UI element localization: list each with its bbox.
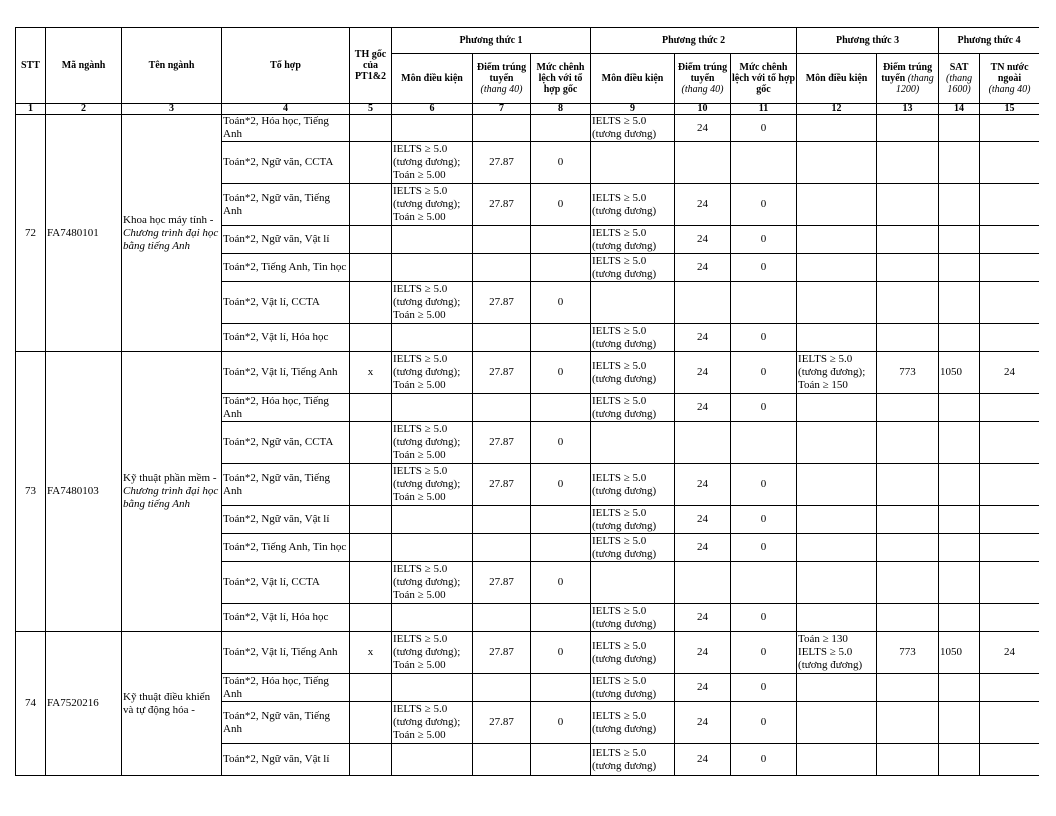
pt1-diff: 0 — [531, 282, 591, 324]
pt2-score: 24 — [675, 674, 731, 702]
pt2-diff — [731, 282, 797, 324]
column-number: 13 — [877, 104, 939, 115]
pt2-condition: IELTS ≥ 5.0 (tương đương) — [591, 744, 675, 776]
sat-score — [939, 226, 980, 254]
foreign-graduation-score — [980, 604, 1039, 632]
header-foreign-graduation — [980, 54, 1039, 104]
header-combination: Tổ hợp — [222, 28, 350, 104]
pt2-diff: 0 — [731, 254, 797, 282]
pt3-score — [877, 674, 939, 702]
pt2-score: 24 — [675, 702, 731, 744]
pt2-condition — [591, 562, 675, 604]
major-name — [122, 115, 222, 352]
pt2-diff: 0 — [731, 506, 797, 534]
header-pt2-score — [675, 54, 731, 104]
pt1-condition: IELTS ≥ 5.0 (tương đương); Toán ≥ 5.00 — [392, 562, 473, 604]
pt3-condition — [797, 562, 877, 604]
foreign-graduation-score — [980, 506, 1039, 534]
pt2-diff — [731, 142, 797, 184]
column-number: 15 — [980, 104, 1039, 115]
pt2-score: 24 — [675, 184, 731, 226]
pt2-diff: 0 — [731, 604, 797, 632]
header-pt2-score-label: Điểm trúng tuyển — [677, 62, 728, 84]
pt3-score — [877, 534, 939, 562]
pt3-score — [877, 142, 939, 184]
major-name-text: Kỹ thuật phần mềm - — [123, 472, 217, 484]
pt3-condition: IELTS ≥ 5.0 (tương đương); Toán ≥ 150 — [797, 352, 877, 394]
pt3-condition — [797, 506, 877, 534]
pt1-condition: IELTS ≥ 5.0 (tương đương); Toán ≥ 5.00 — [392, 632, 473, 674]
pt2-score: 24 — [675, 506, 731, 534]
foreign-graduation-score — [980, 142, 1039, 184]
foreign-graduation-score — [980, 534, 1039, 562]
pt1-score: 27.87 — [473, 422, 531, 464]
pt1-diff — [531, 394, 591, 422]
pt1-score: 27.87 — [473, 282, 531, 324]
pt1-diff — [531, 226, 591, 254]
pt2-condition: IELTS ≥ 5.0 (tương đương) — [591, 254, 675, 282]
foreign-graduation-score — [980, 324, 1039, 352]
foreign-graduation-score — [980, 464, 1039, 506]
pt1-condition — [392, 744, 473, 776]
pt3-score — [877, 464, 939, 506]
pt1-diff: 0 — [531, 184, 591, 226]
pt3-score: 773 — [877, 352, 939, 394]
sat-score — [939, 394, 980, 422]
combination: Toán*2, Ngữ văn, Vật lí — [222, 226, 350, 254]
pt2-score: 24 — [675, 632, 731, 674]
pt2-diff — [731, 422, 797, 464]
pt3-condition: Toán ≥ 130 IELTS ≥ 5.0 (tương đương) — [797, 632, 877, 674]
major-name — [122, 632, 222, 776]
header-sat — [939, 54, 980, 104]
column-number: 4 — [222, 104, 350, 115]
pt1-condition — [392, 115, 473, 142]
combination: Toán*2, Ngữ văn, CCTA — [222, 422, 350, 464]
major-name-text: Khoa học máy tính - — [123, 213, 214, 226]
header-method-4: Phương thức 4 — [939, 28, 1039, 54]
pt2-score: 24 — [675, 226, 731, 254]
pt3-condition — [797, 464, 877, 506]
major-name-text: Kỹ thuật điều khiển và tự động hóa - — [123, 690, 211, 716]
sat-score: 1050 — [939, 352, 980, 394]
pt1-condition: IELTS ≥ 5.0 (tương đương); Toán ≥ 5.00 — [392, 702, 473, 744]
foreign-graduation-score — [980, 254, 1039, 282]
pt1-condition: IELTS ≥ 5.0 (tương đương); Toán ≥ 5.00 — [392, 282, 473, 324]
original-combination-mark — [350, 324, 392, 352]
pt2-condition: IELTS ≥ 5.0 (tương đương) — [591, 534, 675, 562]
header-pt1-condition: Môn điều kiện — [392, 54, 473, 104]
sat-score — [939, 422, 980, 464]
table-body — [16, 115, 1040, 776]
foreign-graduation-score — [980, 282, 1039, 324]
table-row — [16, 115, 1040, 142]
pt1-diff: 0 — [531, 464, 591, 506]
header-pt2-scale: (thang 40) — [681, 84, 724, 95]
pt2-condition: IELTS ≥ 5.0 (tương đương) — [591, 394, 675, 422]
pt2-condition: IELTS ≥ 5.0 (tương đương) — [591, 702, 675, 744]
header-pt2-condition: Môn điều kiện — [591, 54, 675, 104]
row-stt: 73 — [16, 352, 46, 632]
pt3-score — [877, 184, 939, 226]
sat-score — [939, 324, 980, 352]
header-pt1-scale: (thang 40) — [480, 84, 523, 95]
header-pt3-condition: Môn điều kiện — [797, 54, 877, 104]
pt2-condition: IELTS ≥ 5.0 (tương đương) — [591, 464, 675, 506]
pt2-score: 24 — [675, 254, 731, 282]
pt3-condition — [797, 422, 877, 464]
foreign-graduation-score — [980, 115, 1039, 142]
pt2-score: 24 — [675, 324, 731, 352]
combination: Toán*2, Ngữ văn, Vật lí — [222, 744, 350, 776]
header-major-code: Mã ngành — [46, 28, 122, 104]
sat-score — [939, 674, 980, 702]
pt3-condition — [797, 254, 877, 282]
pt2-score — [675, 562, 731, 604]
pt1-diff: 0 — [531, 702, 591, 744]
pt3-condition — [797, 142, 877, 184]
pt1-diff — [531, 534, 591, 562]
header-pt3-scale: (thang 1200) — [895, 73, 934, 95]
pt3-score: 773 — [877, 632, 939, 674]
sat-score: 1050 — [939, 632, 980, 674]
column-number: 9 — [591, 104, 675, 115]
pt1-score: 27.87 — [473, 142, 531, 184]
pt1-diff: 0 — [531, 632, 591, 674]
pt3-score — [877, 254, 939, 282]
pt2-score: 24 — [675, 604, 731, 632]
pt2-diff: 0 — [731, 184, 797, 226]
pt1-score: 27.87 — [473, 632, 531, 674]
admission-table — [15, 27, 1039, 776]
sat-score — [939, 184, 980, 226]
sat-score — [939, 464, 980, 506]
column-number: 12 — [797, 104, 877, 115]
pt2-condition: IELTS ≥ 5.0 (tương đương) — [591, 632, 675, 674]
pt2-diff: 0 — [731, 464, 797, 506]
pt3-score — [877, 604, 939, 632]
original-combination-mark: x — [350, 352, 392, 394]
header-sat-label: SAT — [949, 62, 969, 73]
column-number: 11 — [731, 104, 797, 115]
column-number: 5 — [350, 104, 392, 115]
sat-score — [939, 562, 980, 604]
original-combination-mark — [350, 506, 392, 534]
pt3-condition — [797, 604, 877, 632]
pt3-condition — [797, 674, 877, 702]
sat-score — [939, 534, 980, 562]
column-number: 1 — [16, 104, 46, 115]
original-combination-mark — [350, 142, 392, 184]
major-code: FA7480103 — [46, 352, 122, 632]
pt1-diff — [531, 254, 591, 282]
foreign-graduation-score — [980, 674, 1039, 702]
combination: Toán*2, Ngữ văn, Tiếng Anh — [222, 464, 350, 506]
major-name — [122, 352, 222, 632]
pt3-score — [877, 702, 939, 744]
combination: Toán*2, Hóa học, Tiếng Anh — [222, 674, 350, 702]
header-pt1-diff: Mức chênh lệch với tổ hợp gốc — [531, 54, 591, 104]
pt1-condition: IELTS ≥ 5.0 (tương đương); Toán ≥ 5.00 — [392, 422, 473, 464]
header-foreign-scale: (thang 40) — [988, 84, 1031, 95]
pt1-condition — [392, 254, 473, 282]
pt3-condition — [797, 282, 877, 324]
column-number: 8 — [531, 104, 591, 115]
pt3-score — [877, 422, 939, 464]
pt2-diff: 0 — [731, 534, 797, 562]
sat-score — [939, 115, 980, 142]
combination: Toán*2, Vật lí, CCTA — [222, 562, 350, 604]
pt1-score — [473, 506, 531, 534]
pt3-score — [877, 394, 939, 422]
foreign-graduation-score — [980, 422, 1039, 464]
header-method-3: Phương thức 3 — [797, 28, 939, 54]
header-pt2-diff: Mức chênh lệch với tổ hợp gốc — [731, 54, 797, 104]
pt2-score — [675, 282, 731, 324]
pt3-score — [877, 226, 939, 254]
pt1-score — [473, 744, 531, 776]
pt1-diff — [531, 324, 591, 352]
header-pt3-score-label: Điểm trúng tuyển — [881, 62, 933, 84]
pt3-score — [877, 282, 939, 324]
pt2-diff: 0 — [731, 744, 797, 776]
pt2-condition: IELTS ≥ 5.0 (tương đương) — [591, 352, 675, 394]
pt1-diff: 0 — [531, 352, 591, 394]
pt2-score: 24 — [675, 464, 731, 506]
combination: Toán*2, Ngữ văn, CCTA — [222, 142, 350, 184]
original-combination-mark — [350, 464, 392, 506]
original-combination-mark: x — [350, 632, 392, 674]
original-combination-mark — [350, 282, 392, 324]
pt3-score — [877, 324, 939, 352]
pt1-score — [473, 115, 531, 142]
pt3-score — [877, 562, 939, 604]
foreign-graduation-score — [980, 394, 1039, 422]
column-number: 6 — [392, 104, 473, 115]
combination: Toán*2, Ngữ văn, Tiếng Anh — [222, 184, 350, 226]
pt1-score — [473, 394, 531, 422]
pt1-diff — [531, 744, 591, 776]
pt1-score — [473, 604, 531, 632]
pt1-diff — [531, 115, 591, 142]
pt1-diff — [531, 506, 591, 534]
pt2-condition: IELTS ≥ 5.0 (tương đương) — [591, 674, 675, 702]
pt2-condition — [591, 142, 675, 184]
combination: Toán*2, Hóa học, Tiếng Anh — [222, 115, 350, 142]
combination: Toán*2, Tiếng Anh, Tin học — [222, 534, 350, 562]
foreign-graduation-score — [980, 562, 1039, 604]
row-stt: 74 — [16, 632, 46, 776]
sat-score — [939, 506, 980, 534]
column-number-row — [16, 104, 1040, 115]
pt3-condition — [797, 744, 877, 776]
pt2-diff: 0 — [731, 632, 797, 674]
pt1-condition — [392, 674, 473, 702]
header-method-2: Phương thức 2 — [591, 28, 797, 54]
combination: Toán*2, Ngữ văn, Vật lí — [222, 506, 350, 534]
pt1-condition — [392, 506, 473, 534]
pt1-score — [473, 226, 531, 254]
row-stt: 72 — [16, 115, 46, 352]
pt1-condition — [392, 534, 473, 562]
pt2-score: 24 — [675, 352, 731, 394]
header-original-combination: TH gốc của PT1&2 — [350, 28, 392, 104]
pt3-condition — [797, 184, 877, 226]
header-pt3-score — [877, 54, 939, 104]
combination: Toán*2, Vật lí, CCTA — [222, 282, 350, 324]
pt3-condition — [797, 394, 877, 422]
table-row — [16, 632, 1040, 674]
pt2-score — [675, 142, 731, 184]
pt3-condition — [797, 324, 877, 352]
column-number: 14 — [939, 104, 980, 115]
header-method-1: Phương thức 1 — [392, 28, 591, 54]
pt2-condition: IELTS ≥ 5.0 (tương đương) — [591, 226, 675, 254]
pt2-diff: 0 — [731, 115, 797, 142]
pt2-diff: 0 — [731, 702, 797, 744]
combination: Toán*2, Vật lí, Hóa học — [222, 324, 350, 352]
pt2-condition: IELTS ≥ 5.0 (tương đương) — [591, 184, 675, 226]
combination: Toán*2, Vật lí, Tiếng Anh — [222, 632, 350, 674]
major-program: Chương trình đại học bằng tiếng Anh — [123, 485, 219, 510]
major-code: FA7520216 — [46, 632, 122, 776]
pt1-diff: 0 — [531, 142, 591, 184]
pt3-condition — [797, 226, 877, 254]
pt1-score: 27.87 — [473, 184, 531, 226]
original-combination-mark — [350, 184, 392, 226]
sat-score — [939, 142, 980, 184]
pt3-score — [877, 744, 939, 776]
sat-score — [939, 604, 980, 632]
pt1-diff — [531, 674, 591, 702]
pt2-condition: IELTS ≥ 5.0 (tương đương) — [591, 506, 675, 534]
pt2-diff: 0 — [731, 352, 797, 394]
pt1-score — [473, 534, 531, 562]
pt2-diff: 0 — [731, 394, 797, 422]
pt2-score: 24 — [675, 744, 731, 776]
pt1-condition — [392, 604, 473, 632]
pt1-condition: IELTS ≥ 5.0 (tương đương); Toán ≥ 5.00 — [392, 142, 473, 184]
pt1-score — [473, 674, 531, 702]
pt2-diff: 0 — [731, 674, 797, 702]
pt2-condition: IELTS ≥ 5.0 (tương đương) — [591, 324, 675, 352]
column-number: 3 — [122, 104, 222, 115]
combination: Toán*2, Tiếng Anh, Tin học — [222, 254, 350, 282]
combination: Toán*2, Vật lí, Hóa học — [222, 604, 350, 632]
pt1-condition — [392, 226, 473, 254]
pt2-score: 24 — [675, 394, 731, 422]
combination: Toán*2, Ngữ văn, Tiếng Anh — [222, 702, 350, 744]
pt1-diff: 0 — [531, 422, 591, 464]
major-program: Chương trình đại học bằng tiếng Anh — [123, 226, 219, 252]
foreign-graduation-score — [980, 702, 1039, 744]
pt1-score — [473, 324, 531, 352]
pt2-diff: 0 — [731, 226, 797, 254]
original-combination-mark — [350, 744, 392, 776]
pt1-score: 27.87 — [473, 562, 531, 604]
header-pt1-score — [473, 54, 531, 104]
pt1-condition: IELTS ≥ 5.0 (tương đương); Toán ≥ 5.00 — [392, 352, 473, 394]
header-foreign-label: TN nước ngoài — [990, 62, 1029, 84]
column-number: 10 — [675, 104, 731, 115]
pt2-condition — [591, 422, 675, 464]
table-row — [16, 352, 1040, 394]
pt1-diff: 0 — [531, 562, 591, 604]
header-major-name: Tên ngành — [122, 28, 222, 104]
pt1-score — [473, 254, 531, 282]
original-combination-mark — [350, 562, 392, 604]
pt1-condition: IELTS ≥ 5.0 (tương đương); Toán ≥ 5.00 — [392, 464, 473, 506]
original-combination-mark — [350, 254, 392, 282]
pt3-condition — [797, 115, 877, 142]
pt1-score: 27.87 — [473, 702, 531, 744]
pt1-diff — [531, 604, 591, 632]
original-combination-mark — [350, 394, 392, 422]
pt3-score — [877, 115, 939, 142]
foreign-graduation-score — [980, 184, 1039, 226]
header-sat-scale: (thang 1600) — [945, 73, 973, 95]
original-combination-mark — [350, 674, 392, 702]
pt1-score: 27.87 — [473, 352, 531, 394]
pt3-score — [877, 506, 939, 534]
major-code: FA7480101 — [46, 115, 122, 352]
pt2-diff — [731, 562, 797, 604]
foreign-graduation-score: 24 — [980, 352, 1039, 394]
pt2-score: 24 — [675, 115, 731, 142]
combination: Toán*2, Vật lí, Tiếng Anh — [222, 352, 350, 394]
pt1-condition — [392, 324, 473, 352]
sat-score — [939, 282, 980, 324]
original-combination-mark — [350, 115, 392, 142]
original-combination-mark — [350, 422, 392, 464]
sat-score — [939, 744, 980, 776]
pt1-condition — [392, 394, 473, 422]
column-number: 7 — [473, 104, 531, 115]
pt2-condition: IELTS ≥ 5.0 (tương đương) — [591, 115, 675, 142]
sat-score — [939, 254, 980, 282]
combination: Toán*2, Hóa học, Tiếng Anh — [222, 394, 350, 422]
admission-table-page — [15, 27, 1039, 779]
pt2-diff: 0 — [731, 324, 797, 352]
original-combination-mark — [350, 702, 392, 744]
header-stt: STT — [16, 28, 46, 104]
foreign-graduation-score — [980, 744, 1039, 776]
original-combination-mark — [350, 226, 392, 254]
original-combination-mark — [350, 534, 392, 562]
foreign-graduation-score: 24 — [980, 632, 1039, 674]
pt1-score: 27.87 — [473, 464, 531, 506]
foreign-graduation-score — [980, 226, 1039, 254]
pt3-condition — [797, 702, 877, 744]
pt2-condition — [591, 282, 675, 324]
column-number: 2 — [46, 104, 122, 115]
pt2-condition: IELTS ≥ 5.0 (tương đương) — [591, 604, 675, 632]
pt2-score: 24 — [675, 534, 731, 562]
pt3-condition — [797, 534, 877, 562]
pt2-score — [675, 422, 731, 464]
sat-score — [939, 702, 980, 744]
original-combination-mark — [350, 604, 392, 632]
pt1-condition: IELTS ≥ 5.0 (tương đương); Toán ≥ 5.00 — [392, 184, 473, 226]
header-pt1-score-label: Điểm trúng tuyển — [476, 62, 527, 84]
